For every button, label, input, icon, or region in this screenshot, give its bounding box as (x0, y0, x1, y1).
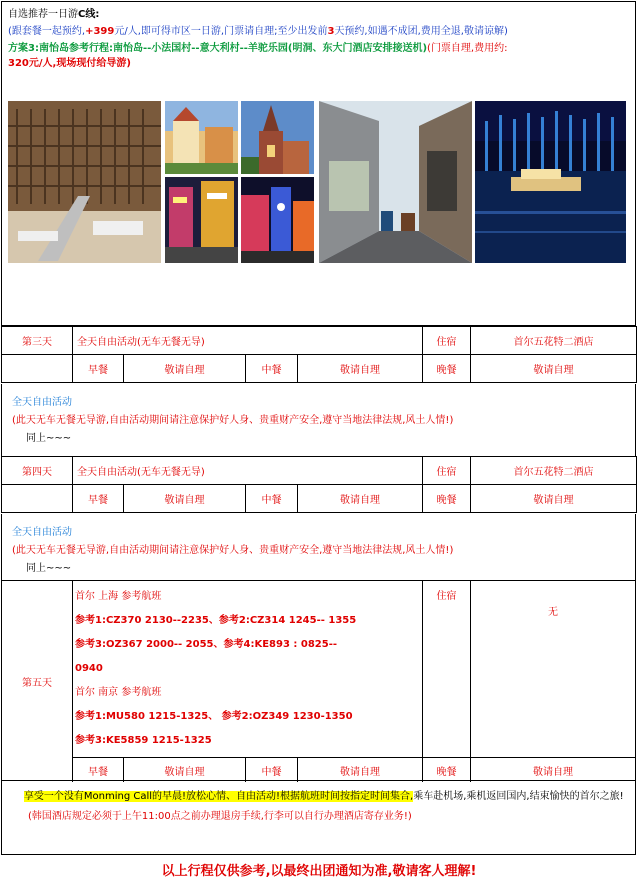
day5-highlight-text: 享受一个没有Monming Call的早晨!放松心情、自由活动!根据航班时间按指定时间集合, (23, 791, 414, 802)
day4-dinner: 敬请自理 (471, 485, 637, 513)
day5-breakfast-label: 早餐 (73, 758, 124, 782)
day5-breakfast: 敬请自理 (124, 758, 246, 782)
day4-breakfast-label: 早餐 (73, 485, 124, 513)
day3-breakfast: 敬请自理 (124, 355, 246, 383)
day4-breakfast: 敬请自理 (124, 485, 246, 513)
day3-dinner-label: 晚餐 (423, 355, 471, 383)
optional-tour-intro: (跟套餐一起预约,+399元/人,即可得市区一日游,门票请自理;至少出发前3天预约,如遇不成团,费用全退,敬请谅解) (8, 26, 508, 37)
day3-dinner: 敬请自理 (471, 355, 637, 383)
day4-hotel: 首尔五花特二酒店 (471, 457, 637, 485)
day5-meals-row (73, 757, 635, 781)
day5-route-nanjing: 首尔 南京 参考航班 (75, 687, 162, 698)
day5-hotel: 无 (548, 607, 558, 618)
photo-library-interior (8, 101, 161, 263)
day3-label: 第三天 (2, 327, 73, 355)
day3-free-note: (此天无车无餐无导游,自由活动期间请注意保护好人身、贵重财产安全,遵守当地法律法规,风土人情!) (12, 415, 454, 426)
day3-blank-cell (2, 355, 73, 383)
photo-city-street-night (165, 177, 238, 263)
day5-lunch-label: 中餐 (246, 758, 298, 782)
photo-petite-france (165, 101, 238, 174)
day4-label: 第四天 (2, 457, 73, 485)
footer-disclaimer: 以上行程仅供参考,以最终出团通知为准,敬请客人理解! (161, 864, 477, 879)
photo-myeongdong-night (241, 177, 314, 263)
day5-lunch: 敬请自理 (298, 758, 423, 782)
day4-same-as-above: 同上~~~ (26, 563, 72, 574)
day5-flight-line-4: 参考3:KE5859 1215-1325 (75, 735, 212, 746)
day4-schedule-table (1, 456, 637, 513)
day5-schedule-block (1, 580, 636, 781)
day5-rest-text: 乘车赴机场,乘机返回国内,结束愉快的首尔之旅! (413, 791, 624, 802)
day4-stay-label: 住宿 (423, 457, 471, 485)
day4-free-title: 全天自由活动 (12, 527, 72, 538)
day5-dinner-label: 晚餐 (423, 758, 471, 782)
day5-dinner: 敬请自理 (533, 766, 573, 778)
day4-lunch: 敬请自理 (298, 485, 423, 513)
day5-checkout-note: (韩国酒店规定必须于上午11:00点之前办理退房手续,行李可以自行办理酒店寄存业务!) (28, 811, 412, 822)
day5-flight-line-2b: 0940 (75, 663, 103, 674)
day5-flight-line-2: 参考3:OZ367 2000-- 2055、参考4:KE893 : 0825-- (75, 639, 338, 650)
day3-breakfast-label: 早餐 (73, 355, 124, 383)
day5-route-shanghai: 首尔 上海 参考航班 (75, 591, 162, 602)
day4-dinner-label: 晚餐 (423, 485, 471, 513)
day5-flight-info (73, 581, 423, 757)
day4-free-note: (此天无车无餐无导游,自由活动期间请注意保护好人身、贵重财产安全,遵守当地法律法规,风土人情!) (12, 545, 454, 556)
day5-flight-line-1: 参考1:CZ370 2130--2235、参考2:CZ314 1245-- 1355 (75, 615, 357, 626)
day4-free-activity-section (1, 514, 636, 580)
day3-lunch: 敬请自理 (298, 355, 423, 383)
day4-lunch-label: 中餐 (246, 485, 298, 513)
day3-hotel: 首尔五花特二酒店 (471, 327, 637, 355)
photo-italian-church (241, 101, 314, 174)
optional-tour-plan: 方案3:南怡岛参考行程:南怡岛--小法国村--意大利村--羊驼乐园(明洞、东大门酒店安排接送机)(门票自理,费用约: 320元/人,现场现付给导游) (8, 43, 508, 69)
day3-activity: 全天自由活动(无车无餐无导) (73, 327, 423, 355)
day3-lunch-label: 中餐 (246, 355, 298, 383)
day3-stay-label: 住宿 (423, 327, 471, 355)
photo-strip (8, 101, 626, 265)
day3-schedule-table (1, 326, 637, 383)
day5-description (1, 781, 636, 855)
photo-han-river-night (475, 101, 626, 263)
day5-label: 第五天 (2, 581, 73, 782)
day3-same-as-above: 同上~~~ (26, 433, 72, 444)
day5-stay-label: 住宿 (423, 581, 471, 757)
day4-activity: 全天自由活动(无车无餐无导) (73, 457, 423, 485)
day4-blank-cell (2, 485, 73, 513)
photo-insadong-street (319, 101, 472, 263)
optional-tour-title: 自选推荐一日游C线: (8, 9, 100, 20)
day3-free-activity-section (1, 384, 636, 456)
day3-free-title: 全天自由活动 (12, 397, 72, 408)
day5-flight-line-3: 参考1:MU580 1215-1325、 参考2:OZ349 1230-1350 (75, 711, 353, 722)
day5-description-text (8, 787, 629, 807)
